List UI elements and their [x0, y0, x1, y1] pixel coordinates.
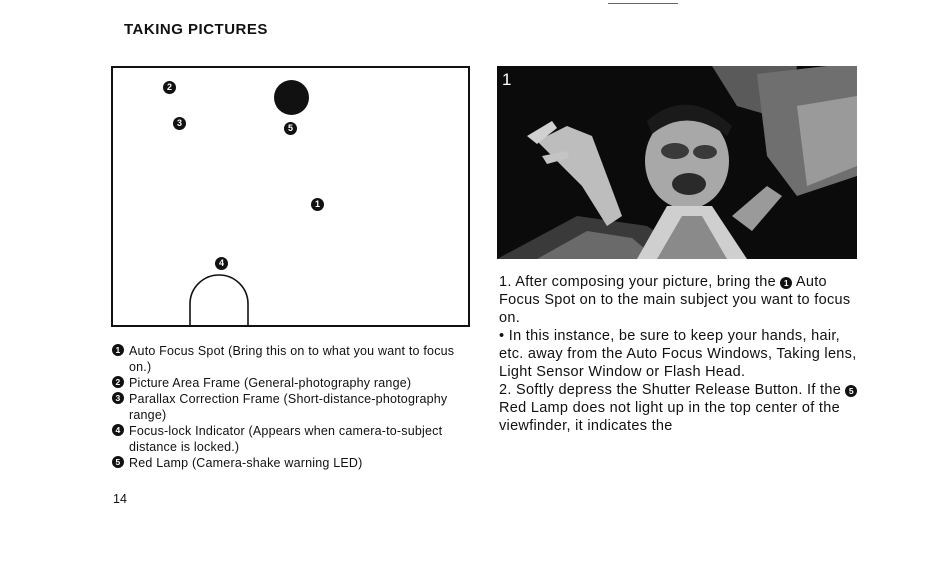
step-2-text-b: Red Lamp does not light up in the top center of the viewfinder, it indicates the: [499, 400, 840, 434]
bullet-icon: •: [499, 328, 505, 344]
legend-number-badge: 2: [112, 376, 124, 388]
step-1-number: 1.: [499, 274, 512, 290]
viewfinder-diagram: [111, 66, 470, 327]
legend-text: Picture Area Frame (General-photography range): [129, 376, 412, 390]
legend-list: [112, 343, 472, 471]
focus-lock-arch: [113, 68, 468, 325]
marker-red-lamp: 5: [284, 122, 297, 135]
legend-item: [112, 391, 472, 423]
step-2-number: 2.: [499, 382, 512, 398]
marker-picture-area-frame: 2: [163, 81, 176, 94]
legend-text: Red Lamp (Camera-shake warning LED): [129, 456, 363, 470]
inline-number-badge: 5: [845, 385, 857, 397]
legend-item: [112, 423, 472, 455]
photo-number-label: 1: [502, 70, 512, 89]
step-1-text-b: Auto Focus Spot on to the main subject you want to focus on.: [499, 274, 851, 326]
marker-auto-focus-spot: 1: [311, 198, 324, 211]
note-text: In this instance, be sure to keep your hands, hair, etc. away from the Auto Focus Windows, Taking lens, Light Sensor Window or Flash Head.: [499, 328, 857, 380]
note-bullet: [499, 327, 859, 381]
page-number: 14: [113, 492, 127, 506]
instructions-text: [499, 273, 859, 435]
page-title: TAKING PICTURES: [124, 21, 268, 38]
legend-text: Parallax Correction Frame (Short-distance-photography range): [129, 392, 448, 422]
legend-item: [112, 375, 472, 391]
legend-number-badge: 4: [112, 424, 124, 436]
legend-number-badge: 5: [112, 456, 124, 468]
legend-text: Auto Focus Spot (Bring this on to what you want to focus on.): [129, 344, 455, 374]
legend-item: [112, 343, 472, 375]
marker-focus-lock-indicator: 4: [215, 257, 228, 270]
legend-item: [112, 455, 472, 471]
child-photo-illustration: [497, 66, 857, 259]
legend-text: Focus-lock Indicator (Appears when camera-to-subject distance is locked.): [129, 424, 443, 454]
step-2-text-a: Softly depress the Shutter Release Button. If the: [516, 382, 842, 398]
step-1-text-a: After composing your picture, bring the: [515, 274, 776, 290]
top-rule: [608, 3, 678, 4]
step-1: [499, 273, 859, 327]
viewfinder-photo: [497, 66, 857, 259]
step-2: [499, 381, 859, 435]
marker-parallax-frame: 3: [173, 117, 186, 130]
inline-number-badge: 1: [780, 277, 792, 289]
legend-number-badge: 1: [112, 344, 124, 356]
legend-number-badge: 3: [112, 392, 124, 404]
